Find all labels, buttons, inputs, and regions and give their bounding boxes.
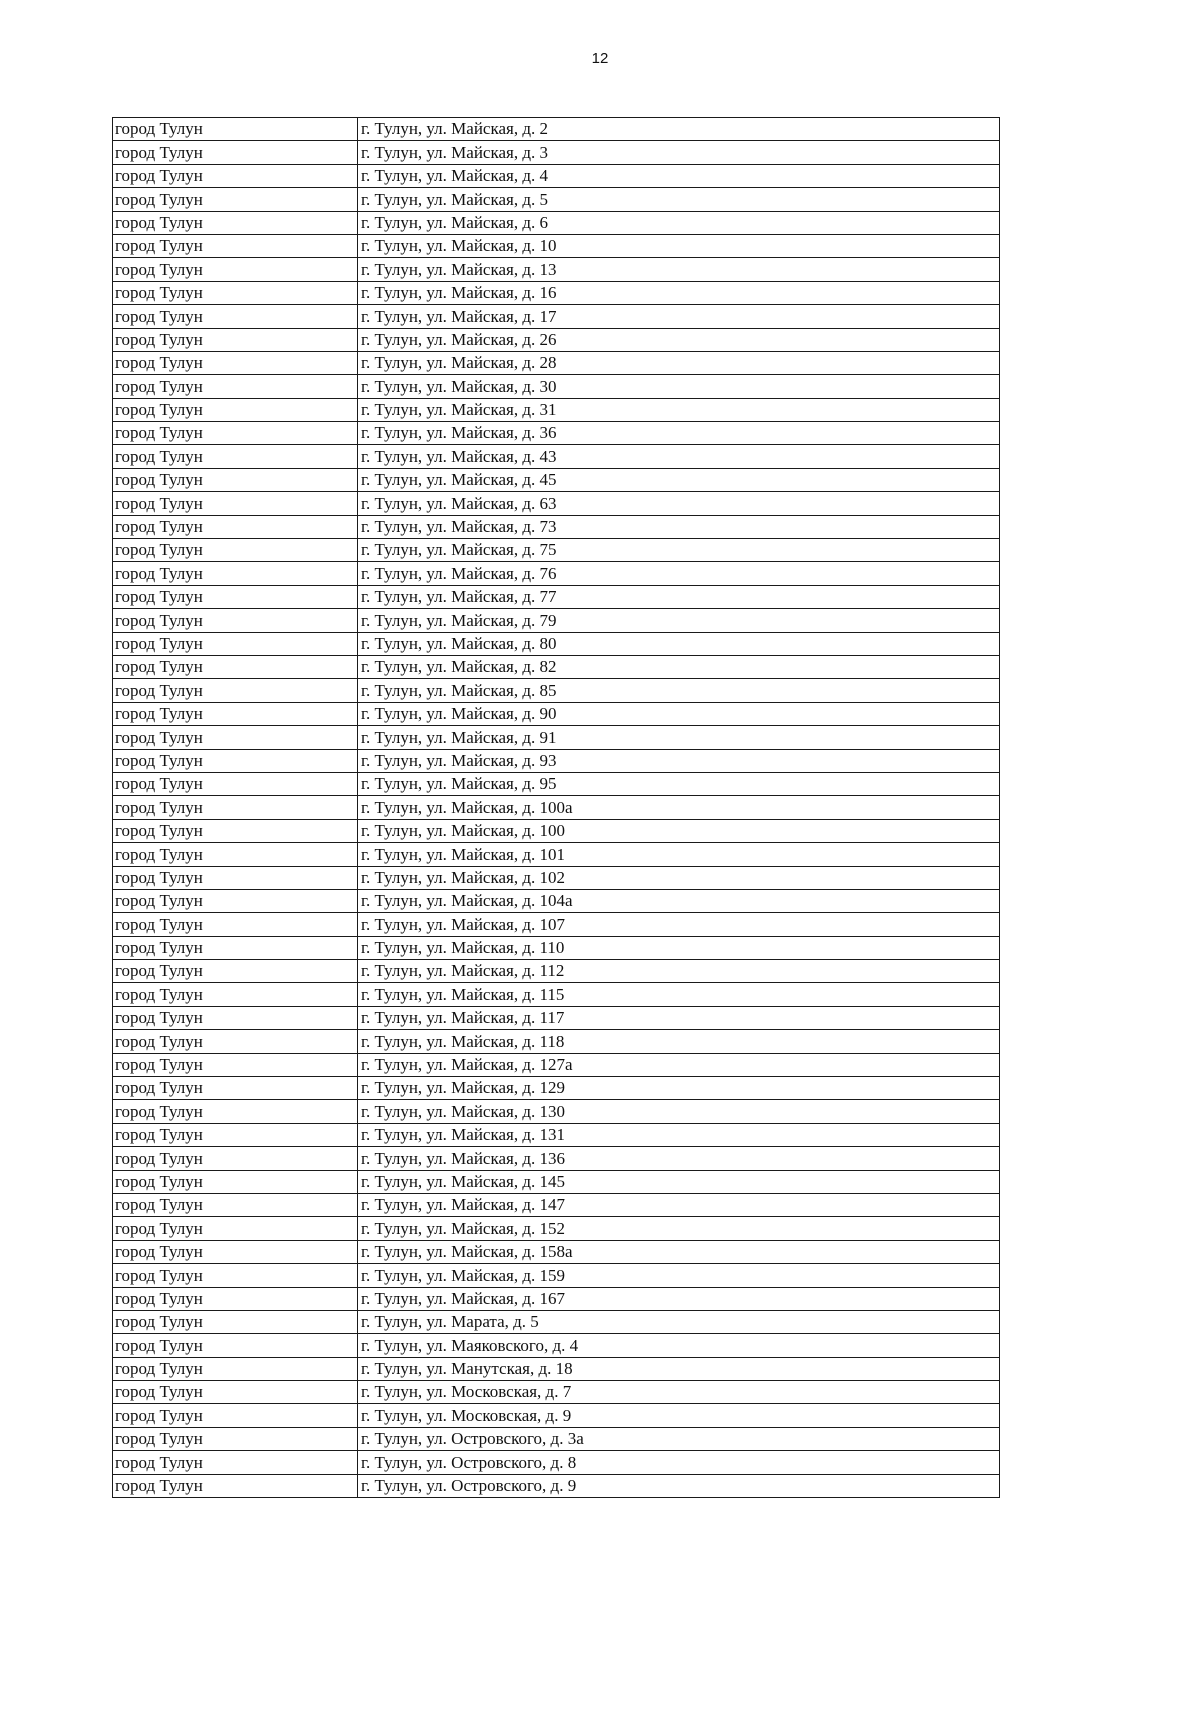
location-cell: город Тулун bbox=[113, 1427, 358, 1450]
table-row bbox=[113, 1030, 1000, 1053]
table-row bbox=[113, 1170, 1000, 1193]
location-cell: город Тулун bbox=[113, 796, 358, 819]
location-cell: город Тулун bbox=[113, 749, 358, 772]
table-row bbox=[113, 118, 1000, 141]
table-row bbox=[113, 1100, 1000, 1123]
address-cell: г. Тулун, ул. Майская, д. 104а bbox=[358, 889, 1000, 912]
address-cell: г. Тулун, ул. Майская, д. 117 bbox=[358, 1006, 1000, 1029]
table-row bbox=[113, 960, 1000, 983]
address-cell: г. Тулун, ул. Майская, д. 100 bbox=[358, 819, 1000, 842]
location-cell: город Тулун bbox=[113, 936, 358, 959]
location-cell: город Тулун bbox=[113, 1240, 358, 1263]
table-row bbox=[113, 515, 1000, 538]
address-cell: г. Тулун, ул. Майская, д. 93 bbox=[358, 749, 1000, 772]
address-cell: г. Тулун, ул. Майская, д. 6 bbox=[358, 211, 1000, 234]
location-cell: город Тулун bbox=[113, 375, 358, 398]
location-cell: город Тулун bbox=[113, 889, 358, 912]
table-row bbox=[113, 1357, 1000, 1380]
address-cell: г. Тулун, ул. Майская, д. 90 bbox=[358, 702, 1000, 725]
location-cell: город Тулун bbox=[113, 772, 358, 795]
address-cell: г. Тулун, ул. Майская, д. 152 bbox=[358, 1217, 1000, 1240]
address-cell: г. Тулун, ул. Майская, д. 5 bbox=[358, 188, 1000, 211]
table-row bbox=[113, 983, 1000, 1006]
address-cell: г. Тулун, ул. Майская, д. 2 bbox=[358, 118, 1000, 141]
table-row bbox=[113, 843, 1000, 866]
table-row bbox=[113, 1310, 1000, 1333]
address-cell: г. Тулун, ул. Майская, д. 77 bbox=[358, 585, 1000, 608]
location-cell: город Тулун bbox=[113, 960, 358, 983]
table-row bbox=[113, 1427, 1000, 1450]
location-cell: город Тулун bbox=[113, 1404, 358, 1427]
table-row bbox=[113, 913, 1000, 936]
location-cell: город Тулун bbox=[113, 1287, 358, 1310]
table-row bbox=[113, 679, 1000, 702]
location-cell: город Тулун bbox=[113, 305, 358, 328]
location-cell: город Тулун bbox=[113, 515, 358, 538]
location-cell: город Тулун bbox=[113, 188, 358, 211]
table-row bbox=[113, 468, 1000, 491]
address-cell: г. Тулун, ул. Майская, д. 28 bbox=[358, 351, 1000, 374]
address-cell: г. Тулун, ул. Майская, д. 91 bbox=[358, 726, 1000, 749]
address-cell: г. Тулун, ул. Майская, д. 63 bbox=[358, 492, 1000, 515]
address-cell: г. Тулун, ул. Майская, д. 80 bbox=[358, 632, 1000, 655]
location-cell: город Тулун bbox=[113, 492, 358, 515]
table-row bbox=[113, 1287, 1000, 1310]
address-cell: г. Тулун, ул. Майская, д. 13 bbox=[358, 258, 1000, 281]
table-row bbox=[113, 1240, 1000, 1263]
table-row bbox=[113, 164, 1000, 187]
address-cell: г. Тулун, ул. Майская, д. 158а bbox=[358, 1240, 1000, 1263]
address-cell: г. Тулун, ул. Майская, д. 82 bbox=[358, 655, 1000, 678]
location-cell: город Тулун bbox=[113, 328, 358, 351]
table-row bbox=[113, 749, 1000, 772]
address-cell: г. Тулун, ул. Островского, д. 8 bbox=[358, 1451, 1000, 1474]
table-row bbox=[113, 445, 1000, 468]
address-cell: г. Тулун, ул. Майская, д. 79 bbox=[358, 609, 1000, 632]
location-cell: город Тулун bbox=[113, 1123, 358, 1146]
table-row bbox=[113, 258, 1000, 281]
location-cell: город Тулун bbox=[113, 679, 358, 702]
table-row bbox=[113, 305, 1000, 328]
address-cell: г. Тулун, ул. Майская, д. 30 bbox=[358, 375, 1000, 398]
address-cell: г. Тулун, ул. Островского, д. 9 bbox=[358, 1474, 1000, 1497]
address-cell: г. Тулун, ул. Майская, д. 36 bbox=[358, 422, 1000, 445]
address-cell: г. Тулун, ул. Майская, д. 129 bbox=[358, 1077, 1000, 1100]
address-cell: г. Тулун, ул. Майская, д. 118 bbox=[358, 1030, 1000, 1053]
location-cell: город Тулун bbox=[113, 1170, 358, 1193]
location-cell: город Тулун bbox=[113, 562, 358, 585]
address-cell: г. Тулун, ул. Майская, д. 10 bbox=[358, 234, 1000, 257]
address-cell: г. Тулун, ул. Майская, д. 100а bbox=[358, 796, 1000, 819]
location-cell: город Тулун bbox=[113, 1030, 358, 1053]
address-cell: г. Тулун, ул. Майская, д. 43 bbox=[358, 445, 1000, 468]
table-row bbox=[113, 796, 1000, 819]
address-cell: г. Тулун, ул. Майская, д. 75 bbox=[358, 539, 1000, 562]
location-cell: город Тулун bbox=[113, 655, 358, 678]
table-row bbox=[113, 1381, 1000, 1404]
address-cell: г. Тулун, ул. Майская, д. 115 bbox=[358, 983, 1000, 1006]
address-cell: г. Тулун, ул. Майская, д. 17 bbox=[358, 305, 1000, 328]
address-cell: г. Тулун, ул. Майская, д. 76 bbox=[358, 562, 1000, 585]
address-cell: г. Тулун, ул. Маяковского, д. 4 bbox=[358, 1334, 1000, 1357]
address-cell: г. Тулун, ул. Майская, д. 95 bbox=[358, 772, 1000, 795]
table-row bbox=[113, 1077, 1000, 1100]
location-cell: город Тулун bbox=[113, 585, 358, 608]
address-cell: г. Тулун, ул. Майская, д. 167 bbox=[358, 1287, 1000, 1310]
location-cell: город Тулун bbox=[113, 1006, 358, 1029]
location-cell: город Тулун bbox=[113, 141, 358, 164]
location-cell: город Тулун bbox=[113, 1077, 358, 1100]
table-row bbox=[113, 609, 1000, 632]
location-cell: город Тулун bbox=[113, 422, 358, 445]
address-cell: г. Тулун, ул. Островского, д. 3а bbox=[358, 1427, 1000, 1450]
location-cell: город Тулун bbox=[113, 539, 358, 562]
address-cell: г. Тулун, ул. Майская, д. 31 bbox=[358, 398, 1000, 421]
location-cell: город Тулун bbox=[113, 1357, 358, 1380]
location-cell: город Тулун bbox=[113, 983, 358, 1006]
table-row bbox=[113, 819, 1000, 842]
table-row bbox=[113, 1147, 1000, 1170]
table-row bbox=[113, 188, 1000, 211]
location-cell: город Тулун bbox=[113, 609, 358, 632]
location-cell: город Тулун bbox=[113, 1217, 358, 1240]
location-cell: город Тулун bbox=[113, 1193, 358, 1216]
location-cell: город Тулун bbox=[113, 1451, 358, 1474]
location-cell: город Тулун bbox=[113, 702, 358, 725]
table-row bbox=[113, 1006, 1000, 1029]
location-cell: город Тулун bbox=[113, 866, 358, 889]
location-cell: город Тулун bbox=[113, 1381, 358, 1404]
address-cell: г. Тулун, ул. Московская, д. 7 bbox=[358, 1381, 1000, 1404]
address-table-container bbox=[112, 117, 999, 1498]
table-row bbox=[113, 1217, 1000, 1240]
table-row bbox=[113, 375, 1000, 398]
address-cell: г. Тулун, ул. Майская, д. 85 bbox=[358, 679, 1000, 702]
table-row bbox=[113, 328, 1000, 351]
table-row bbox=[113, 1334, 1000, 1357]
table-row bbox=[113, 1264, 1000, 1287]
address-cell: г. Тулун, ул. Майская, д. 16 bbox=[358, 281, 1000, 304]
address-cell: г. Тулун, ул. Майская, д. 110 bbox=[358, 936, 1000, 959]
table-row bbox=[113, 866, 1000, 889]
location-cell: город Тулун bbox=[113, 1147, 358, 1170]
table-row bbox=[113, 936, 1000, 959]
table-row bbox=[113, 726, 1000, 749]
location-cell: город Тулун bbox=[113, 913, 358, 936]
table-row bbox=[113, 1123, 1000, 1146]
address-cell: г. Тулун, ул. Московская, д. 9 bbox=[358, 1404, 1000, 1427]
address-cell: г. Тулун, ул. Майская, д. 26 bbox=[358, 328, 1000, 351]
location-cell: город Тулун bbox=[113, 1334, 358, 1357]
table-row bbox=[113, 1053, 1000, 1076]
address-cell: г. Тулун, ул. Майская, д. 130 bbox=[358, 1100, 1000, 1123]
table-row bbox=[113, 1404, 1000, 1427]
address-cell: г. Тулун, ул. Майская, д. 107 bbox=[358, 913, 1000, 936]
address-cell: г. Тулун, ул. Майская, д. 127а bbox=[358, 1053, 1000, 1076]
location-cell: город Тулун bbox=[113, 398, 358, 421]
address-table-body bbox=[113, 118, 1000, 1498]
address-cell: г. Тулун, ул. Майская, д. 73 bbox=[358, 515, 1000, 538]
address-cell: г. Тулун, ул. Майская, д. 3 bbox=[358, 141, 1000, 164]
table-row bbox=[113, 772, 1000, 795]
location-cell: город Тулун bbox=[113, 281, 358, 304]
address-cell: г. Тулун, ул. Майская, д. 147 bbox=[358, 1193, 1000, 1216]
table-row bbox=[113, 539, 1000, 562]
location-cell: город Тулун bbox=[113, 258, 358, 281]
location-cell: город Тулун bbox=[113, 726, 358, 749]
address-cell: г. Тулун, ул. Майская, д. 102 bbox=[358, 866, 1000, 889]
location-cell: город Тулун bbox=[113, 234, 358, 257]
location-cell: город Тулун bbox=[113, 1100, 358, 1123]
location-cell: город Тулун bbox=[113, 1310, 358, 1333]
address-cell: г. Тулун, ул. Майская, д. 112 bbox=[358, 960, 1000, 983]
location-cell: город Тулун bbox=[113, 445, 358, 468]
location-cell: город Тулун bbox=[113, 468, 358, 491]
address-cell: г. Тулун, ул. Майская, д. 4 bbox=[358, 164, 1000, 187]
address-cell: г. Тулун, ул. Майская, д. 136 bbox=[358, 1147, 1000, 1170]
location-cell: город Тулун bbox=[113, 632, 358, 655]
page-number: 12 bbox=[591, 50, 609, 67]
table-row bbox=[113, 281, 1000, 304]
location-cell: город Тулун bbox=[113, 819, 358, 842]
table-row bbox=[113, 632, 1000, 655]
location-cell: город Тулун bbox=[113, 1264, 358, 1287]
table-row bbox=[113, 1451, 1000, 1474]
table-row bbox=[113, 1474, 1000, 1497]
table-row bbox=[113, 889, 1000, 912]
address-cell: г. Тулун, ул. Манутская, д. 18 bbox=[358, 1357, 1000, 1380]
location-cell: город Тулун bbox=[113, 211, 358, 234]
location-cell: город Тулун bbox=[113, 1474, 358, 1497]
table-row bbox=[113, 562, 1000, 585]
table-row bbox=[113, 141, 1000, 164]
table-row bbox=[113, 702, 1000, 725]
address-cell: г. Тулун, ул. Майская, д. 45 bbox=[358, 468, 1000, 491]
location-cell: город Тулун bbox=[113, 351, 358, 374]
table-row bbox=[113, 422, 1000, 445]
location-cell: город Тулун bbox=[113, 843, 358, 866]
table-row bbox=[113, 398, 1000, 421]
address-cell: г. Тулун, ул. Майская, д. 159 bbox=[358, 1264, 1000, 1287]
table-row bbox=[113, 351, 1000, 374]
address-cell: г. Тулун, ул. Майская, д. 131 bbox=[358, 1123, 1000, 1146]
address-table bbox=[112, 117, 1000, 1498]
address-cell: г. Тулун, ул. Майская, д. 101 bbox=[358, 843, 1000, 866]
table-row bbox=[113, 234, 1000, 257]
address-cell: г. Тулун, ул. Марата, д. 5 bbox=[358, 1310, 1000, 1333]
address-cell: г. Тулун, ул. Майская, д. 145 bbox=[358, 1170, 1000, 1193]
location-cell: город Тулун bbox=[113, 1053, 358, 1076]
location-cell: город Тулун bbox=[113, 164, 358, 187]
table-row bbox=[113, 211, 1000, 234]
location-cell: город Тулун bbox=[113, 118, 358, 141]
table-row bbox=[113, 655, 1000, 678]
table-row bbox=[113, 1193, 1000, 1216]
table-row bbox=[113, 492, 1000, 515]
table-row bbox=[113, 585, 1000, 608]
